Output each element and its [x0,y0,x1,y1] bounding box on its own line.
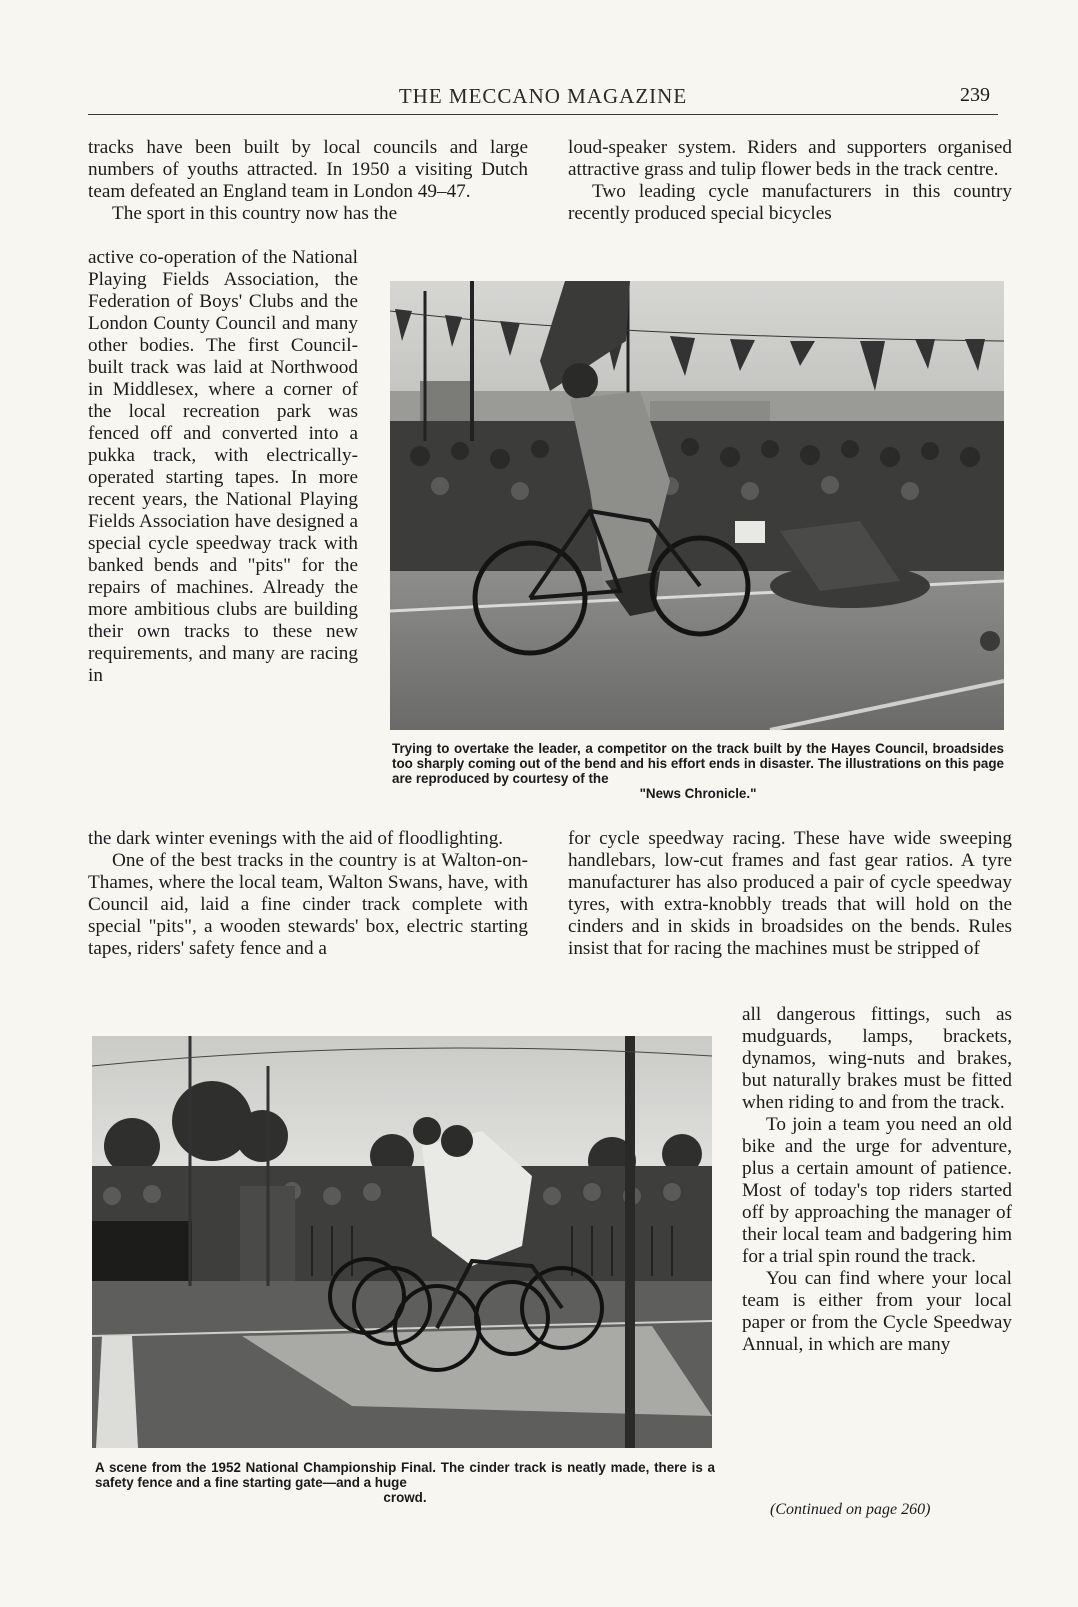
right-paragraph-2: Two leading cycle manufacturers in this country recently produced special bicycles [568,181,1012,224]
speedway-crash-photo [390,281,1004,730]
left-paragraph-3: One of the best tracks in the country is at Walton-on-Thames, where the local team, Walton Swans, have, with Council aid, laid a fine cinder track complete with special "pits", a wooden stewards' box, electric starting tapes, riders' safety fence and a [88,850,528,959]
left-column-top [88,137,528,225]
right-paragraph-4: To join a team you need an old bike and the urge for adventure, plus a certain amount of patience. Most of today's top riders started off by approaching the manager of their local team and badgering him for a trial spin round the track. [742,1114,1012,1267]
left-paragraph-1: tracks have been built by local councils and large numbers of youths attracted. In 1950 a visiting Dutch team defeated an England team in London 49–47. [88,137,528,202]
magazine-title: THE MECCANO MAGAZINE [398,84,688,108]
page-number: 239 [960,84,990,106]
photo1-caption [392,741,1004,801]
photo1-caption-text: Trying to overtake the leader, a competitor on the track built by the Hayes Council, broadsides too sharply coming out of the bend and his effort ends in disaster. The illustrations on this page are reproduced by courtesy of the [392,741,1004,786]
right-column-middle [568,828,1012,960]
right-paragraph-5: You can find where your local team is either from your local paper or from the Cycle Speedway Annual, in which are many [742,1268,1012,1355]
photo2-caption [95,1460,715,1505]
photo1-caption-credit: "News Chronicle." [639,786,757,801]
left-paragraph-2-bottom: the dark winter evenings with the aid of floodlighting. [88,828,504,849]
photo2-caption-text: A scene from the 1952 National Championship Final. The cinder track is neatly made, there is a safety fence and a fine starting gate—and a huge [95,1460,715,1490]
left-column-narrow [88,247,358,687]
right-paragraph-3-narrow: all dangerous fittings, such as mudguards, lamps, brackets, dynamos, wing-nuts and brakes, but naturally brakes must be fitted when riding to and from the track. [742,1004,1012,1113]
right-paragraph-3: for cycle speedway racing. These have wide sweeping handlebars, low-cut frames and fast gear ratios. A tyre manufacturer has also produced a pair of cycle speedway tyres, with extra-knobbly treads that will hold on the cinders and in skids in broadsides on the bends. Rules insist that for racing the machines must be stripped of [568,828,1012,959]
right-column-narrow [742,1004,1012,1356]
left-paragraph-2-narrow: active co-operation of the National Playing Fields Association, the Federation of Boys' Clubs and the London County Council and many other bodies. The first Council-built track was laid at Northwood in Middlesex, where a corner of the local recreation park was fenced off and converted into a pukka track, with electrically-operated starting tapes. In more recent years, the National Playing Fields Association have designed a special cycle speedway track with banked bends and "pits" for the repairs of machines. Already the more ambitious clubs are building their own tracks to these new requirements, and many are racing in [88,247,358,686]
photo2-caption-end: crowd. [383,1490,427,1505]
left-column-bottom [88,828,528,960]
continued-note: (Continued on page 260) [770,1501,931,1518]
championship-final-photo [92,1036,712,1448]
page-header [88,84,998,115]
left-paragraph-2-top: The sport in this country now has the [112,203,398,224]
right-column-top [568,137,1012,225]
right-paragraph-1: loud-speaker system. Riders and supporters organised attractive grass and tulip flower beds in the track centre. [568,137,1012,180]
